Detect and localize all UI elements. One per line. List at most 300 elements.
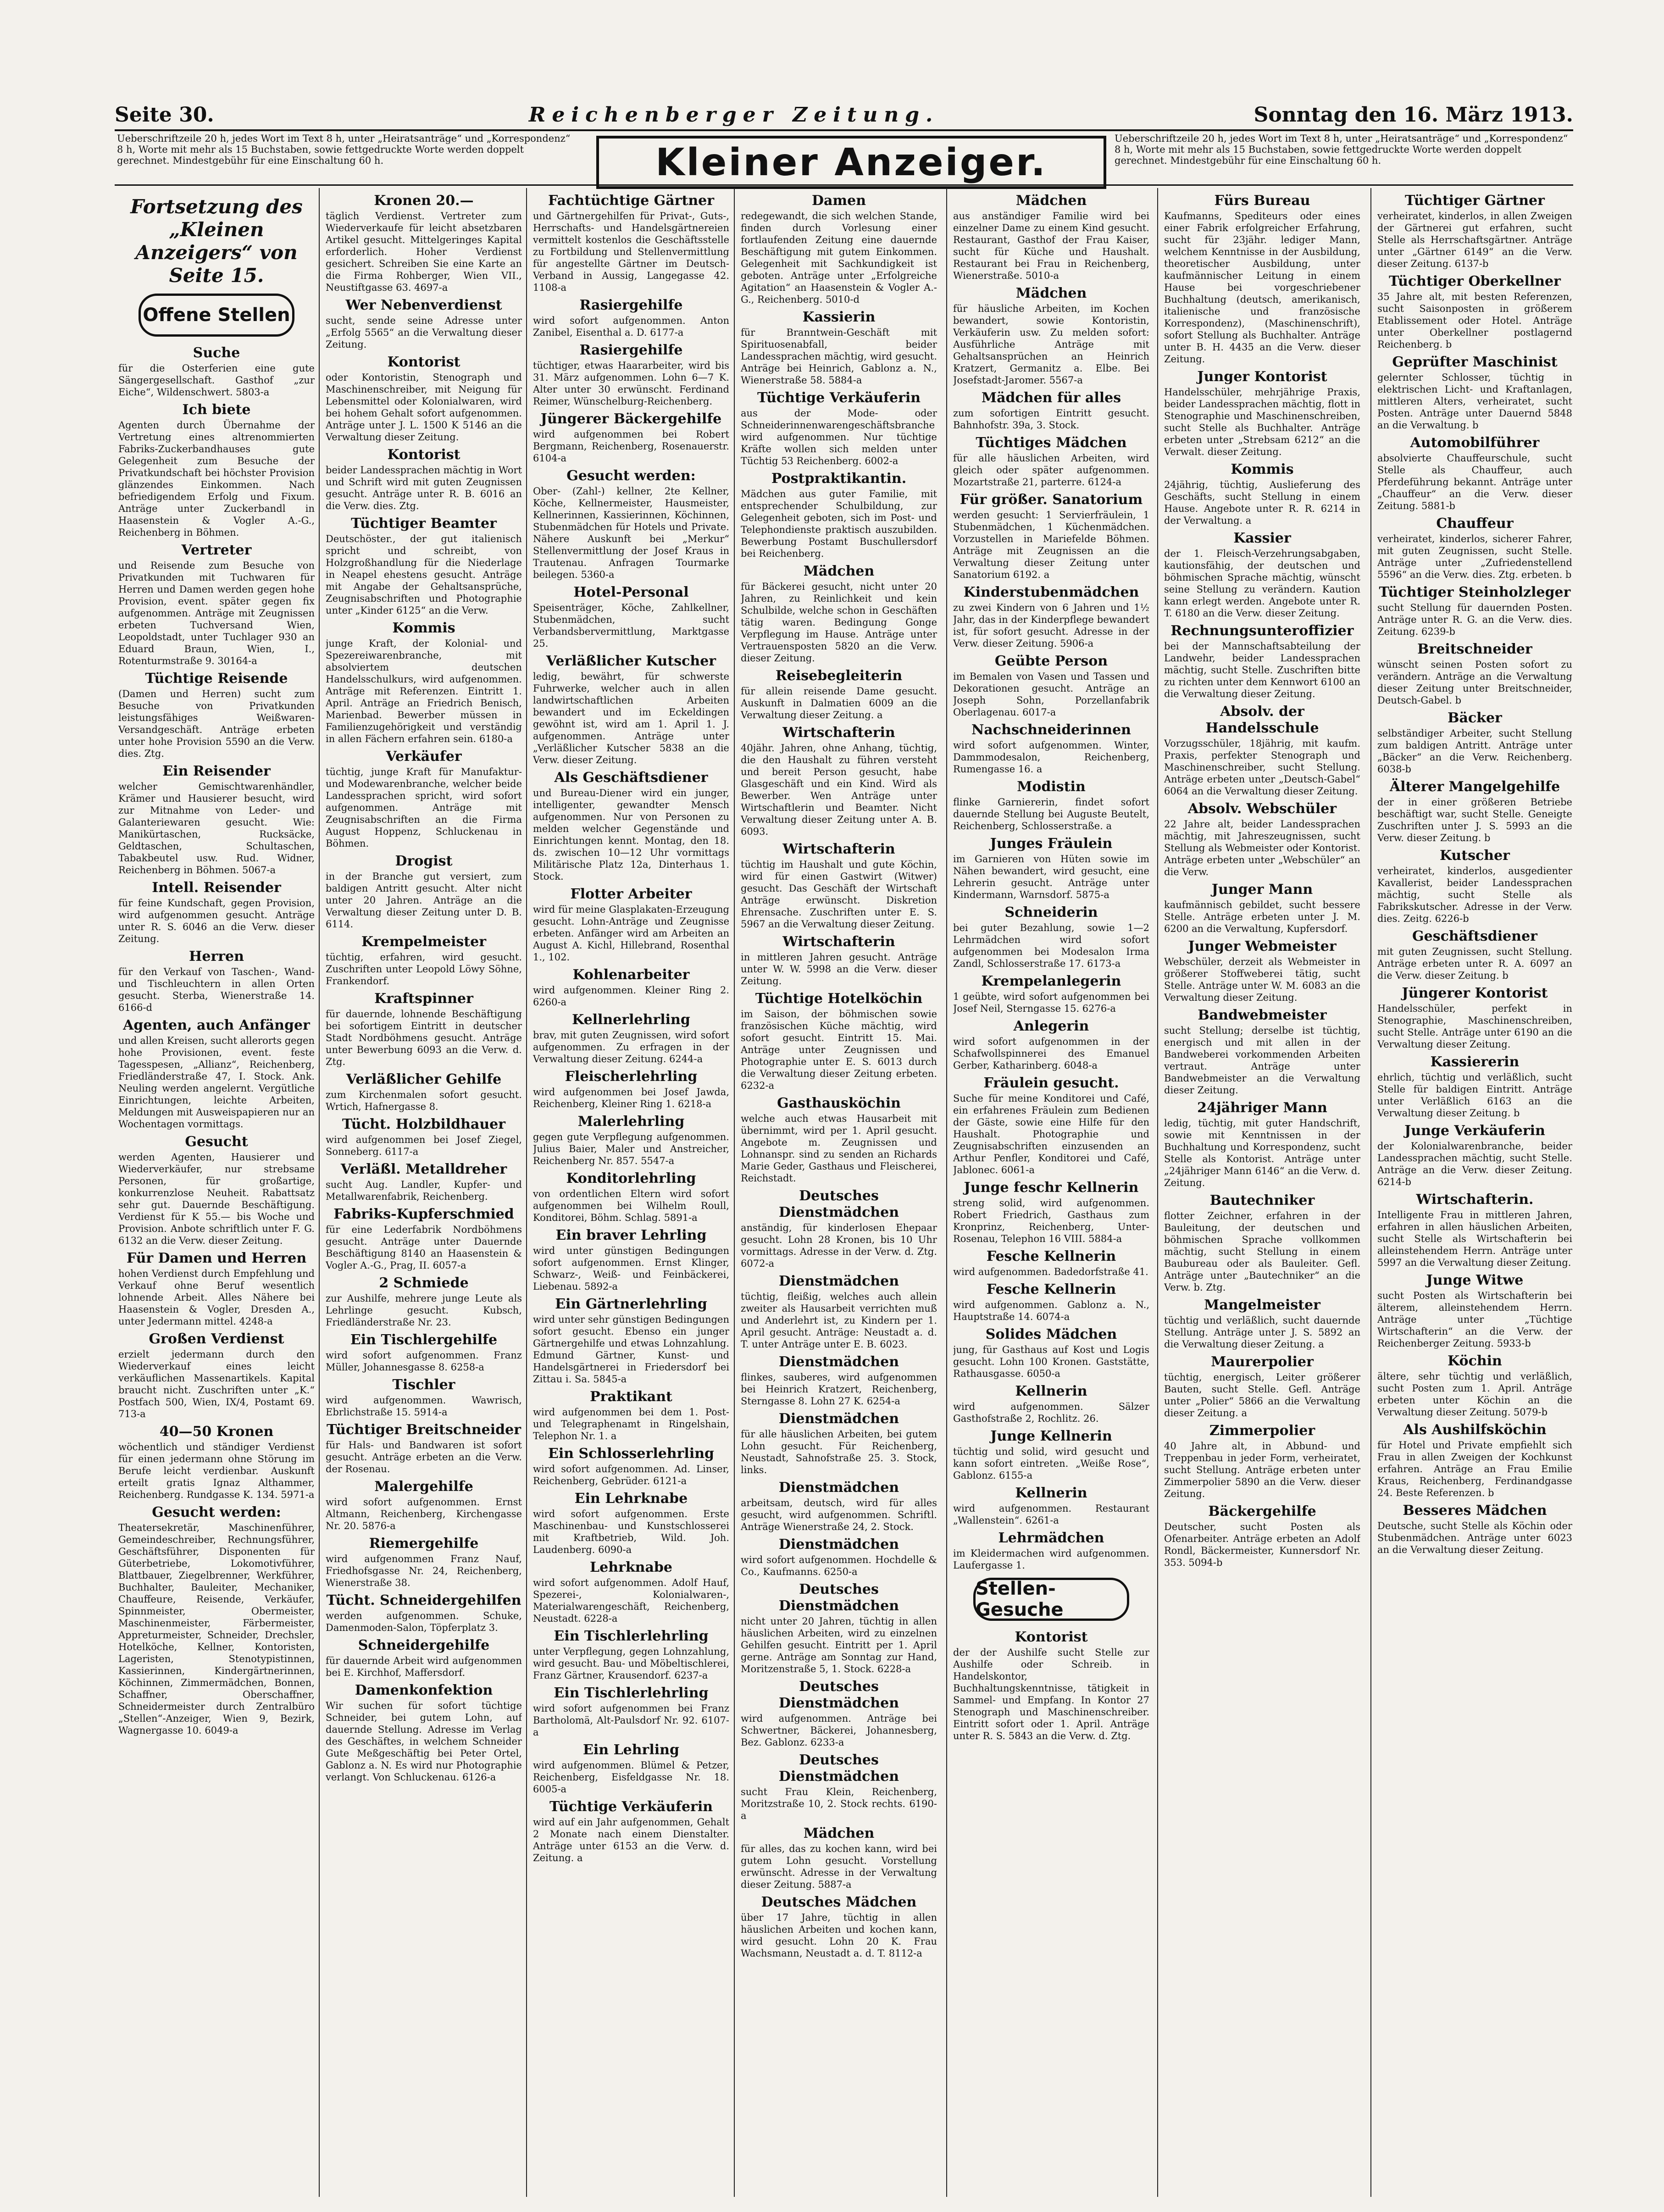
classified-ad: [953, 653, 1149, 718]
ad-heading: Solides Mädchen: [985, 1326, 1117, 1342]
ad-text: tüchtig, fleißig, welches auch allein zweiter als Hausarbeit verrichten muß und Anderlehrt ist, zu Kindern per 1. April gesucht. Anträge: Neustadt a. d. T. unter Anträge unter E. B. 6023.: [741, 1291, 937, 1350]
classified-ad: [953, 1629, 1149, 1742]
ad-heading: Kassiererin: [1430, 1054, 1520, 1070]
classified-ad: [741, 1095, 937, 1184]
ad-heading: Malergehilfe: [374, 1479, 473, 1495]
ad-heading: Dienstmädchen: [778, 1480, 899, 1496]
ad-heading: Junge Witwe: [1426, 1272, 1524, 1288]
ad-heading: Tüchtige Verkäuferin: [757, 390, 921, 406]
ad-text: wird aufgenommen. Kleiner Ring 2. 6260-a: [533, 985, 729, 1008]
ad-heading: Für größer. Sanatorium: [960, 492, 1143, 508]
ad-text: tüchtig und verläßlich, sucht dauernde Stellung. Anträge unter J. S. 5892 an die Verwaltung dieser Zeitung. a: [1164, 1315, 1360, 1350]
column-7: [1377, 191, 1572, 2200]
ad-text: im Bemalen von Vasen und Tassen und Dekorationen gesucht. Anträge an Joseph Sohn, Porzellanfabrik Oberlagenau. 6017-a: [953, 671, 1149, 718]
ad-text: Wir suchen für sofort tüchtige Schneider, bei gutem Lohn, auf dauernde Stellung. Adresse im Verlag des Geschäftes, in welchem Schneider Gute Meßgeschäftig bei Peter Ortel, Gablonz a. N. Es wird nur Photographie verlangt. Von Schluckenau. 6126-a: [326, 1700, 522, 1783]
ad-heading: Deutsches Mädchen: [761, 1894, 917, 1910]
ad-text: wird aufgenommen bei dem 1. Post- und Telegraphenamt in Ringelshain, Telephon Nr. 1. a: [533, 1407, 729, 1441]
ad-text: wird aufgenommen bei Robert Bergmann, Reichenberg, Rosenauerstr. 6104-a: [533, 429, 729, 464]
ad-text: flotter Zeichner, erfahren in der Bauleitung, der deutschen und böhmischen Sprache vollkommen mächtig, sucht Stellung in einem Baubureau oder als Bauleiter. Gefl. Anträge unter „Bautechniker“ an die Verw. b. Ztg.: [1164, 1210, 1360, 1293]
ad-text: Deutschöster., der gut italienisch spricht und schreibt, von Holzgroßhandlung für die Niederlage in Neapel ehestens gesucht. Anträge mit Angabe der Gehaltsansprüche, Zeugnisabschriften und Photographie unter „Kinder 6125“ an die Verw.: [326, 533, 522, 616]
ad-text: streng solid, wird aufgenommen. Robert Friedrich, Gasthaus zum Kronprinz, Reichenberg, Unter-Rosenau, Telephon 16 VIII. 5884-a: [953, 1197, 1149, 1244]
classified-ad: [118, 1504, 315, 1736]
ad-heading: Kinderstubenmädchen: [963, 584, 1139, 600]
ad-heading: Tüchtige Hotelköchin: [755, 991, 923, 1007]
classified-ad: [1164, 623, 1360, 700]
ad-text: junge Kraft, der Kolonial- und Spezereiwarenbranche, mit absolviertem deutschen Handelsschulkurs, wird aufgenommen. Anträge mit Referenzen. Eintritt 1. April. Anträge an Friedrich Benisch, Marienbad. Bewerber müssen in Familienzugehörigkeit und verständig in allen Fächern erfahren sein. 6180-a: [326, 638, 522, 744]
classified-ad: [533, 584, 729, 649]
ad-heading: Mädchen: [1015, 193, 1087, 209]
classified-ad: [118, 671, 315, 760]
ad-heading: Rechnungsunteroffizier: [1170, 623, 1354, 639]
classified-ad: [326, 447, 522, 512]
ad-heading: Jüngerer Kontorist: [1402, 985, 1548, 1001]
ad-text: ledig, bewährt, für schwerste Fuhrwerke, welcher auch in allen landwirtschaftlichen Arbeiten bewandert und im Eckeldingen gewöhnt ist, wird am 1. April 1. J. aufgenommen. Anträge unter „Verläßlicher Kutscher 5838 an die Verw. dieser Zeitung.: [533, 671, 729, 765]
ad-heading: Krempelmeister: [361, 934, 487, 950]
classified-ad: [533, 653, 729, 766]
ad-heading: Als Geschäftsdiener: [554, 770, 708, 786]
classified-ad: [953, 1075, 1149, 1176]
ad-text: tüchtig im Haushalt und gute Köchin, wird für einen Gastwirt (Witwer) gesucht. Das Geschäft der Wirtschaft Anträge erwünscht. Diskretion Ehrensache. Zuschriften unter E. S. 5967 an die Verwaltung dieser Zeitung.: [741, 859, 937, 930]
ad-text: wird aufgenommen. Wawrisch, Ebrlichstraße 15. 5914-a: [326, 1395, 522, 1418]
ad-heading: Deutsches Dienstmädchen: [778, 1581, 899, 1614]
ad-text: aus der Mode- oder Schneiderinnenwarengeschäftsbranche wird aufgenommen. Nur tüchtige Kräfte wollen sich melden unter Tüchtig 53 Reichenberg. 6002-a: [741, 408, 937, 466]
ad-text: wird sofort aufgenommen. Ernst Altmann, Reichenberg, Kirchengasse Nr. 20. 5876-a: [326, 1497, 522, 1531]
classified-ad: [1164, 1503, 1360, 1569]
classified-ad: [1377, 1502, 1572, 1556]
classified-ad: [953, 492, 1149, 581]
ad-heading: Nachschneiderinnen: [971, 722, 1131, 738]
ad-text: tüchtig und solid, wird gesucht und kann sofort eintreten. „Weiße Rose“, Gablonz. 6155-a: [953, 1446, 1149, 1481]
classified-ad: [326, 1206, 522, 1271]
ad-heading: Dienstmädchen: [778, 1354, 899, 1370]
ad-heading: Damen: [811, 193, 866, 209]
ad-heading: Anlegerin: [1013, 1018, 1089, 1034]
classified-ad: [326, 991, 522, 1068]
ad-heading: Kontorist: [1015, 1629, 1088, 1645]
classified-ad: [118, 880, 315, 945]
stellen-gesuche-heading: Stellen-Gesuche: [973, 1578, 1129, 1621]
ad-heading: Dienstmädchen: [778, 1273, 899, 1289]
ad-heading: Fabriks-Kupferschmied: [333, 1206, 514, 1222]
classified-ad: [1377, 710, 1572, 775]
classified-ad: [326, 1637, 522, 1679]
ad-text: wird sofort aufgenommen. Hochdelle & Co., Kaufmanns. 6250-a: [741, 1554, 937, 1577]
ad-heading: Kutscher: [1440, 848, 1510, 864]
ad-text: jung, für Gasthaus auf Kost und Logis gesucht. Lohn 100 Kronen. Gaststätte, Rathausgasse. 6050-a: [953, 1344, 1149, 1379]
ad-text: wird sofort aufgenommen. Adolf Hauf, Spezerei-, Kolonialwaren-, Materialwarengeschäft, Reichenberg, Neustadt. 6228-a: [533, 1577, 729, 1624]
ad-text: werden aufgenommen. Schuke, Damenmoden-Salon, Töpferplatz 3.: [326, 1610, 522, 1633]
ad-text: im Saison, der böhmischen sowie französischen Küche mächtig, wird sofort gesucht. Eintritt 15. Mai. Anträge unter Zeugnissen und Photographie unter E. S. 6013 durch die Verwaltung dieser Zeitung erbeten. 6232-a: [741, 1009, 937, 1091]
classified-ad: [118, 402, 315, 538]
ad-heading: Ein Lehrknabe: [574, 1491, 688, 1507]
classified-ad: [1164, 1192, 1360, 1293]
ad-heading: Tüchtiger Oberkellner: [1389, 273, 1561, 289]
ad-heading: Köchin: [1448, 1353, 1502, 1369]
classified-ad: [741, 991, 937, 1092]
classified-ad: [118, 1017, 315, 1130]
ad-heading: Tüchtiger Steinholzleger: [1379, 584, 1571, 600]
ad-heading: Tüchtiger Beamter: [351, 516, 497, 532]
ad-heading: Damenkonfektion: [355, 1682, 493, 1698]
ad-text: wird sofort aufgenommen bei Franz Bartholomä, Alt-Paulsdorf Nr. 92. 6107-a: [533, 1703, 729, 1738]
classified-ad: [741, 1273, 937, 1350]
ad-heading: Agenten, auch Anfänger: [123, 1017, 310, 1033]
classified-ad: [1377, 985, 1572, 1050]
ad-text: für Hals- und Bandwaren ist sofort gesucht. Anträge erbeten an die Verw. der Rosenau.: [326, 1440, 522, 1475]
ad-text: gegen gute Verpflegung aufgenommen. Julius Baier, Maler und Anstreicher, Reichenberg Nr. 857. 5547-a: [533, 1131, 729, 1166]
classified-ad: [953, 1018, 1149, 1071]
ad-text: über 17 Jahre, tüchtig in allen häuslichen Arbeiten und kochen kann, wird gesucht. Lohn 20 K. Frau Wachsmann, Neustadt a. d. T. 8112-a: [741, 1912, 937, 1959]
ad-heading: Gesucht werden:: [566, 468, 696, 484]
ad-text: und Gärtnergehilfen für Privat-, Guts-, Herrschafts- und Handelsgärtnereien vermittelt kostenlos die Geschäftsstelle zu Fortbildung und Stellenvermittlung für angestellte Gärtner im Deutsch-Verband in Aussig, Langegasse 42. 1108-a: [533, 211, 729, 293]
classified-ad: [1377, 516, 1572, 581]
ad-text: für dauernde Arbeit wird aufgenommen bei E. Kirchhof, Maffersdorf.: [326, 1655, 522, 1678]
classified-ad: [326, 1682, 522, 1783]
ad-text: und allen Kreisen, sucht allerorts gegen hohe Provisionen, event. feste Tagesspesen, „Allianz“, Reichenberg, Friedländerstraße 47, I. Stock. Ank. Neuling werden angelernt. Vergütliche Einrichtungen, leichte Arbeiten, Meldungen mit Ausweispapieren nur an Wochentagen vormittags.: [118, 1035, 315, 1130]
ad-heading: Mädchen für alles: [981, 390, 1121, 406]
classified-ad: [1164, 1297, 1360, 1350]
ad-heading: Ein Lehrling: [583, 1742, 679, 1758]
ad-heading: Ich biete: [182, 402, 251, 418]
classified-ad: [1377, 1123, 1572, 1188]
classified-ad: [533, 967, 729, 1008]
ad-text: brav, mit guten Zeugnissen, wird sofort aufgenommen. Zu erfragen in der Verwaltung dieser Zeitung. 6244-a: [533, 1030, 729, 1064]
classified-ad: [1377, 779, 1572, 844]
ad-heading: Ein Tischlergehilfe: [350, 1332, 498, 1348]
classified-ad: [1377, 435, 1572, 512]
classified-ad: [326, 1071, 522, 1113]
ad-text: wird aufgenommen bei Josef Ziegel, Sonneberg. 6117-a: [326, 1134, 522, 1157]
column-divider: [1370, 188, 1371, 2197]
classified-ad: [118, 763, 315, 876]
classified-ad: [533, 1012, 729, 1065]
ad-heading: Dienstmädchen: [778, 1536, 899, 1552]
classified-ad: [953, 1428, 1149, 1481]
ad-text: zu zwei Kindern von 6 Jahren und 1½ Jahr, das in der Kinderpflege bewandert ist, für sofort gesucht. Adresse in der Verw. dieser Zeitung. 5906-a: [953, 602, 1149, 649]
ad-text: wird aufgenommen. Anträge bei Schwertner, Bäckerei, Johannesberg, Bez. Gablonz. 6233-a: [741, 1713, 937, 1748]
classified-ad: [1164, 530, 1360, 619]
classified-ad: [741, 1536, 937, 1578]
ad-heading: Fachtüchtige Gärtner: [548, 193, 715, 209]
ad-heading: Absolv. Webschüler: [1187, 801, 1337, 817]
ad-heading: Breitschneider: [1417, 641, 1532, 657]
classified-ad: [326, 620, 522, 745]
ad-text: wird sofort aufgenommen. Anton Zanibel, Eisenthal a. D. 6177-a: [533, 315, 729, 338]
classified-ad: [533, 1170, 729, 1224]
ad-heading: Ein Schlosserlehrling: [548, 1446, 715, 1462]
classified-ad: [1164, 801, 1360, 878]
classified-ad: [953, 1383, 1149, 1425]
ad-heading: Kontorist: [387, 354, 460, 370]
ad-text: für Hotel und Private empfiehlt sich Frau in allen Zweigen der Kochkunst erfahren. Anträge an Frau Emilie Kraus, Reichenberg, Ferdinandgasse 24. Beste Referenzen. b: [1377, 1440, 1572, 1498]
ad-text: selbständiger Arbeiter, sucht Stellung zum baldigen Antritt. Anträge unter „Bäcker“ an die Verw. Reichenberg. 6038-b: [1377, 728, 1572, 775]
ad-text: 24jährig, tüchtig, Auslieferung des Geschäfts, sucht Stellung in einem Hause. Angebote unter R. R. 6214 in der Verwaltung. a: [1164, 479, 1360, 526]
ad-text: sucht Aug. Landler, Kupfer- und Metallwarenfabrik, Reichenberg.: [326, 1179, 522, 1202]
classified-ad: [953, 973, 1149, 1015]
page-number: Seite 30.: [115, 103, 214, 127]
classified-ad: [741, 1188, 937, 1270]
ad-text: wünscht seinen Posten sofort zu verändern. Anträge an die Verwaltung dieser Zeitung unter Breitschneider, Deutsch-Gabel. b: [1377, 659, 1572, 706]
ad-text: wird sofort aufgenommen. Ad. Linser, Reichenberg, Gebrüder. 6121-a: [533, 1464, 729, 1486]
ad-text: wird auf ein Jahr aufgenommen, Gehalt 2 Monate nach einem Dienstalter. Anträge unter 6153 an die Verw. d. Zeitung. a: [533, 1817, 729, 1863]
ad-text: ledig, tüchtig, mit guter Handschrift, sowie mit Kenntnissen in der Buchhaltung und Korrespondenz, sucht Stelle als Kontorist. Anträge unter „24jähriger Mann 6146“ an die Verw. d. Zeitung.: [1164, 1118, 1360, 1188]
classified-ad: [118, 1250, 315, 1327]
ad-heading: Tüchtiger Gärtner: [1405, 193, 1545, 209]
ad-heading: Großen Verdienst: [149, 1331, 284, 1347]
ad-heading: Wirtschafterin: [782, 934, 895, 950]
ad-heading: Ein Tischlerlehrling: [554, 1628, 709, 1644]
issue-date: Sonntag den 16. März 1913.: [1254, 103, 1573, 127]
ad-text: bei guter Bezahlung, sowie 1—2 Lehrmädchen wird sofort aufgenommen bei Modesalon Irma Zandl, Schlosserstraße 17. 6173-a: [953, 922, 1149, 969]
ad-heading: Chauffeur: [1436, 516, 1514, 532]
ad-heading: Postpraktikantin.: [771, 471, 907, 487]
ad-text: Suche für meine Konditorei und Café, ein erfahrenes Fräulein zum Bedienen der Gäste, sowie eine Hilfe für den Haushalt. Photographie und Zeugnisabschriften einzusenden an Arthur Penfler, Konditorei und Café, Jablonec. 6061-a: [953, 1093, 1149, 1175]
ad-text: anständig, für kinderlosen Ehepaar gesucht. Lohn 28 Kronen, bis 10 Uhr vormittags. Adresse in der Verw. d. Ztg. 6072-a: [741, 1222, 937, 1269]
ad-heading: Reisebegleiterin: [775, 668, 903, 684]
classified-ad: [953, 1248, 1149, 1278]
classified-ad: [741, 563, 937, 664]
ad-text: Webschüler, derzeit als Webmeister in größerer Stoffweberei tätig, sucht Stelle. Anträge unter W. M. 6083 an die Verwaltung dieser Zeitung.: [1164, 956, 1360, 1003]
ad-text: Handelsschüler, perfekt in Stenographie, Maschinenschreiben, sucht Stelle. Anträge unter 6190 an die Verwaltung dieser Zeitung.: [1377, 1003, 1572, 1050]
ad-text: für alle häuslichen Arbeiten, bei gutem Lohn gesucht. Für Reichenberg, Neustadt, Sahnofstraße 25. 3. Stock, links.: [741, 1429, 937, 1475]
classified-ad: [953, 435, 1149, 488]
ad-text: tüchtig, energisch, Leiter größerer Bauten, sucht Stelle. Gefl. Anträge unter „Polier“ 5866 an die Verwaltung dieser Zeitung. a: [1164, 1372, 1360, 1419]
ad-text: wird sofort aufgenommen. Winter, Dammmodesalon, Reichenberg, Rumengasse 16. a: [953, 740, 1149, 775]
ad-heading: Ein Tischlerlehrling: [554, 1685, 709, 1701]
ad-text: arbeitsam, deutsch, wird für alles gesucht, wird aufgenommen. Schriftl. Anträge Wienerstraße 24, 2. Stock.: [741, 1497, 937, 1532]
ad-text: Ober- (Zahl-) kellner, 2te Kellner, Köche, Kellnermeister, Hausmeister, Kellnerinnen, Kassierinnen, Köchinnen, Stubenmädchen für Hotels und Private. Nähere Auskunft bei „Merkur“ Stellenvermittlung der Josef Kraus in Trautenau. Anfragen Tourmarke beilegen. 5360-a: [533, 486, 729, 580]
column-divider: [526, 188, 527, 2197]
ad-text: zum sofortigen Eintritt gesucht. Bahnhofstr. 39a, 3. Stock.: [953, 408, 1149, 431]
ad-text: und Bureau-Diener wird ein junger, intelligenter, gewandter Mensch aufgenommen. Nur von Personen zu melden welcher Gegenstände und Einrichtungen kennt. Montag, den 18. ds. zwischen 10—12 Uhr vormittags Militärische Platz 12a, Dinterhaus 1. Stock.: [533, 787, 729, 882]
ad-text: Handelsschüler, mehrjährige Praxis, beider Landessprachen mächtig, flott in Stenographie und Maschinenschreiben, sucht Stelle als Buchhalter. Anträge erbeten unter „Strebsam 6212“ an die Verwalt. dieser Zeitung.: [1164, 387, 1360, 457]
classified-ad: [741, 934, 937, 987]
ad-text: redegewandt, die sich welchen Stande, finden durch Vorlesung einer fortlaufenden Zeitung eine dauernde Beschäftigung mit gutem Einkommen. Gelegenheit mit Sachkundigkeit ist geboten. Anträge unter „Erfolgreiche Agitation“ an Haasenstein & Vogler A.-G., Reichenberg. 5010-d: [741, 211, 937, 305]
classified-ad: [741, 1894, 937, 1959]
ad-text: welche auch etwas Hausarbeit mit übernimmt, wird per 1. April gesucht. Angebote m. Zeugnissen und Lohnanspr. sind zu senden an Richards Marie Geder, Gasthaus und Fleischerei, Reichstadt.: [741, 1113, 937, 1184]
classified-ad: [741, 725, 937, 837]
classified-ad: [1164, 938, 1360, 1003]
classified-ad: [953, 193, 1149, 282]
classified-ad: [741, 193, 937, 305]
classified-ad: [953, 285, 1149, 386]
column-3: [533, 191, 729, 2200]
classified-ad: [533, 1742, 729, 1795]
ad-text: für dauernde, lohnende Beschäftigung bei sofortigem Eintritt in deutscher Stadt Nordböhmens gesucht. Anträge unter Bewerbung 6093 an die Verw. d. Ztg.: [326, 1009, 522, 1067]
classified-ad: [533, 1628, 729, 1681]
ad-text: sucht Frau Klein, Reichenberg, Moritzstraße 10, 2. Stock rechts. 6190-a: [741, 1786, 937, 1821]
ad-text: wird aufgenommen bei Josef Jawda, Reichenberg, Kleiner Ring 1. 6218-a: [533, 1087, 729, 1109]
ad-text: für den Verkauf von Taschen-, Wand- und Tischleuchtern in allen Orten gesucht. Sterba, Wienerstraße 14. 6166-d: [118, 966, 315, 1013]
ad-text: 40jähr. Jahren, ohne Anhang, tüchtig, die den Haushalt zu führen versteht und bereit Person gesucht, habe Glasgeschäft und ein Kind. Wird als Bewerber. Wen Anträge unter Wirtschaftlerin und Beamter. Nicht Verwaltung dieser Zeitung unter A. B. 6093.: [741, 743, 937, 837]
ad-heading: Junge Kellnerin: [990, 1428, 1112, 1444]
ad-text: sucht Posten als Wirtschafterin bei älterem, alleinstehendem Herrn. Anträge unter „Tüchtige Wirtschafterin“ an die Verw. der Reichenberger Zeitung. 5933-b: [1377, 1290, 1572, 1349]
ad-text: und Reisende zum Besuche von Privatkunden mit Tuchwaren für Herren und Damen werden gegen hohe Provision, event. später gegen fix aufgenommen. Anträge mit Zeugnissen erbeten Tuchversand Wien, Leopoldstadt, unter Tuchlager 930 an Eduard Braun, Wien, I., Rotenturmstraße 9. 30164-a: [118, 560, 315, 666]
ad-heading: Kassier: [1233, 530, 1291, 546]
ad-heading: Wer Nebenverdienst: [345, 297, 502, 313]
ad-heading: Verläßl. Metalldreher: [340, 1161, 507, 1177]
ad-heading: Deutsches Dienstmädchen: [778, 1679, 899, 1711]
ad-text: Theatersekretär, Maschinenführer, Gemeindeschreiber, Rechnungsführer, Geschäftsführer, Disponenten für Güterbetriebe, Lokomotivführer, Blattbauer, Ziegelbrenner, Werkführer, Buchhalter, Bauleiter, Mechaniker, Chauffeure, Reisende, Verkäufer, Spinnmeister, Obermeister, Maschinenmeister, Färbermeister, Appreturmeister, Schneider, Drechsler, Hotelköche, Kellner, Kontoristen, Lageristen, Stenotypistinnen, Kassierinnen, Kindergärtnerinnen, Köchinnen, Zimmermädchen, Bonnen, Schaffner, Oberschaffner, Schneidermeister durch Zentralbüro „Stellen“-Anzeiger, Wien 9, Bezirk, Wagnergasse 10. 6049-a: [118, 1522, 315, 1736]
ad-heading: Kraftspinner: [374, 991, 473, 1007]
ad-heading: Verläßlicher Kutscher: [546, 653, 716, 669]
ad-text: flinke Garniererin, findet sofort dauernde Stellung bei Auguste Beutelt, Reichenberg, Schlosserstraße. a: [953, 797, 1149, 832]
classified-ad: [533, 770, 729, 882]
classified-ad: [533, 1227, 729, 1292]
ad-heading: Lehrmädchen: [998, 1530, 1104, 1546]
classified-ad: [741, 1679, 937, 1748]
classified-ad: [118, 1331, 315, 1420]
ad-text: in der Branche gut versiert, zum baldigen Antritt gesucht. Alter nicht unter 20 Jahren. Anträge an die Verwaltung dieser Zeitung unter D. B. 6114.: [326, 871, 522, 930]
ad-heading: Dienstmädchen: [778, 1411, 899, 1427]
classified-ad: [533, 411, 729, 464]
classified-ad: [326, 1377, 522, 1418]
ad-heading: Gesucht werden:: [152, 1504, 281, 1520]
classified-ad: [953, 904, 1149, 970]
ad-heading: Bandwebmeister: [1198, 1007, 1327, 1023]
ad-heading: Rasiergehilfe: [579, 342, 683, 358]
classified-ad: [326, 1536, 522, 1589]
ad-heading: Bautechniker: [1209, 1192, 1315, 1209]
ad-text: täglich Verdienst. Vertreter zum Wiederverkaufe für leicht absetzbaren Artikel gesucht. Mittelgeringes Kapital erforderlich. Hoher Verdienst gesichert. Schreiben Sie eine Karte an die Firma Rohberger, Wien VII., Neustiftgasse 63. 4697-a: [326, 211, 522, 293]
ad-heading: Geprüfter Maschinist: [1392, 354, 1558, 370]
ad-text: wird sofort aufgenommen. Franz Müller, Johannesgasse 8. 6258-a: [326, 1350, 522, 1373]
classified-ad: [533, 297, 729, 338]
ad-heading: Suche: [193, 345, 240, 361]
ad-heading: Zimmerpolier: [1209, 1423, 1315, 1439]
ad-text: für allein reisende Dame gesucht. Auskunft in Dalmatien 6009 an die Verwaltung dieser Zeitung. a: [741, 686, 937, 721]
ad-heading: Praktikant: [590, 1389, 672, 1405]
classified-ad: [533, 342, 729, 407]
ad-text: der 1. Fleisch-Verzehrungsabgaben, kautionsfähig, der deutschen und böhmischen Sprache mächtig, wünscht seine Stellung zu verändern. Kaution kann erlegt werden. Angebote unter R. T. 6180 an die Verw. dieser Zeitung.: [1164, 548, 1360, 619]
classified-ad: [326, 853, 522, 930]
ad-text: für alles, das zu kochen kann, wird bei gutem Lohn gesucht. Vorstellung erwünscht. Adresse in der Verwaltung dieser Zeitung. 5887-a: [741, 1843, 937, 1890]
classified-ad: [533, 1491, 729, 1556]
ad-heading: Ein Reisender: [162, 763, 271, 779]
ad-heading: Mädchen: [803, 563, 875, 579]
classified-ad: [533, 1685, 729, 1738]
ad-heading: Kommis: [1231, 461, 1294, 477]
ad-heading: Ein Gärtnerlehrling: [555, 1296, 707, 1312]
ad-text: ehrlich, tüchtig und verläßlich, sucht Stelle für baldigen Eintritt. Anträge unter Verläßlich 6163 an die Verwaltung dieser Zeitung. b: [1377, 1072, 1572, 1119]
classified-ad: [741, 390, 937, 467]
ad-text: im Kleidermachen wird aufgenommen. Laufergasse 1.: [953, 1548, 1149, 1571]
ad-heading: Riemergehilfe: [369, 1536, 479, 1552]
ad-heading: Kellnerin: [1015, 1383, 1087, 1399]
continuation-heading: Fortsetzung des „Kleinen Anzeigers“ von Seite 15.: [130, 195, 303, 287]
ad-text: Mädchen aus guter Familie, mit entsprechender Schulbildung, zur Gelegenheit geboten, sich im Post- und Telephondienste praktisch auszubilden. Bewerbung Postamt Buschullersdorf bei Reichenberg.: [741, 488, 937, 559]
ad-text: verheiratet, kinderlos, in allen Zweigen der Gärtnerei gut erfahren, sucht Stelle als Herrschaftsgärtner. Anträge unter „Gärtner 6149“ an die Verw. dieser Zeitung. 6137-b: [1377, 211, 1572, 269]
ad-heading: 40—50 Kronen: [159, 1424, 274, 1440]
classified-ad: [118, 948, 315, 1014]
ad-heading: Tüchtiges Mädchen: [976, 435, 1127, 451]
ad-heading: Deutsches Dienstmädchen: [778, 1752, 899, 1785]
classified-ad: [533, 1296, 729, 1385]
ad-text: für feine Kundschaft, gegen Provision, wird aufgenommen gesucht. Anträge unter R. S. 6046 an die Verw. dieser Zeitung.: [118, 898, 315, 944]
classified-ad: [326, 1275, 522, 1328]
classified-ad: [326, 354, 522, 443]
masthead: Reichenberger Zeitung.: [528, 103, 939, 127]
rate-notice-left: Ueberschriftzeile 20 h, jedes Wort im Text 8 h, unter „Heiratsanträge“ und „Korrespondenz“ 8 h, Worte mit mehr als 15 Buchstaben, sowie fettgedruckte Worte werden doppelt gerechnet. Mindestgebühr für eine Einschaltung 60 h.: [117, 133, 571, 166]
classified-ad: [1164, 1007, 1360, 1096]
ad-text: mit guten Zeugnissen, sucht Stellung. Anträge erbeten unter R. A. 6097 an die Verw. dieser Zeitung. b: [1377, 946, 1572, 981]
classified-ad: [953, 1180, 1149, 1245]
ad-heading: Bäcker: [1448, 710, 1502, 726]
ad-heading: Tüchtiger Breitschneider: [326, 1422, 521, 1438]
column-divider: [946, 188, 947, 2197]
classified-ad: [533, 1069, 729, 1110]
ad-text: für häusliche Arbeiten, im Kochen bewandert, sowie Kontoristin, Verkäuferin usw. Zu melden sofort: Ausführliche Anträge mit Gehaltsansprüchen an Heinrich Kratzert, Germanitz a. Elbe. Bei Josefstadt-Jaromer. 5567-a: [953, 303, 1149, 386]
ad-heading: Mädchen: [1015, 285, 1087, 301]
column-2: [326, 191, 522, 2200]
classified-ad: [533, 1446, 729, 1487]
classified-ad: [326, 1592, 522, 1634]
ad-heading: Fleischerlehrling: [565, 1069, 698, 1085]
classified-ad: [953, 584, 1149, 649]
classified-ad: [118, 1134, 315, 1247]
ad-heading: Junge Verkäuferin: [1404, 1123, 1545, 1139]
ad-text: für eine Lederfabrik Nordböhmens gesucht. Anträge unter Dauernde Beschäftigung 8140 an Haasenstein & Vogler A.-G., Prag, II. 6057-a: [326, 1224, 522, 1271]
ad-text: im Garnieren von Hüten sowie im Nähen bewandert, wird gesucht, eine Lehrerin gesucht. Anträge unter Kindermann, Warnsdorf. 5875-a: [953, 854, 1149, 900]
ad-heading: Kellnerlehrling: [572, 1012, 690, 1028]
classified-ad: [953, 1281, 1149, 1323]
ad-text: wird aufgenommen. Blümel & Petzer, Reichenberg, Eisfeldgasse Nr. 18. 6005-a: [533, 1760, 729, 1795]
ad-text: wird aufgenommen. Gablonz a. N., Hauptstraße 14. 6074-a: [953, 1299, 1149, 1322]
classified-ad: [326, 516, 522, 616]
classified-ad: [533, 886, 729, 963]
ad-heading: Fräulein gesucht.: [983, 1075, 1119, 1091]
classified-ad: [741, 1354, 937, 1407]
ad-heading: Kellnerin: [1015, 1485, 1087, 1501]
column-divider: [734, 188, 735, 2197]
ad-text: 1 geübte, wird sofort aufgenommen bei Josef Neil, Sterngasse 15. 6276-a: [953, 991, 1149, 1014]
ad-text: zur Aushilfe, mehrere junge Leute als Lehrlinge gesucht. Kubsch, Friedländerstraße Nr. 23.: [326, 1293, 522, 1328]
ad-heading: Wirtschafterin: [782, 725, 895, 741]
ad-heading: Fesche Kellnerin: [986, 1281, 1116, 1297]
ad-heading: Verläßlicher Gehilfe: [346, 1071, 502, 1087]
ad-text: wird aufgenommen Franz Nauf, Friedhofsgasse Nr. 24, Reichenberg, Wienerstraße 38.: [326, 1553, 522, 1588]
ad-text: der in einer größeren Betriebe beschäftigt war, sucht Stelle. Geneigte Zuschriften unter J. S. 5993 an die Verw. dieser Zeitung. b: [1377, 797, 1572, 843]
ad-heading: Fesche Kellnerin: [986, 1248, 1116, 1264]
ad-text: wird für meine Glasplakaten-Erzeugung gesucht. Lohn-Anträge und Zeugnisse erbeten. Anfänger wird am Arbeiten an August A. Kichl, Hillebrand, Rosenthal 1., 102.: [533, 904, 729, 963]
ad-text: Intelligente Frau in mittleren Jahren, erfahren in allen häuslichen Arbeiten, sucht Stelle als Wirtschafterin bei alleinstehendem Herrn. Anträge unter 5997 an die Verwaltung dieser Zeitung.: [1377, 1209, 1572, 1268]
rate-notice-right: Ueberschriftzeile 20 h, jedes Wort im Text 8 h, unter „Heiratsanträge“ und „Korrespondenz“ 8 h, Worte mit mehr als 15 Buchstaben, sowie fettgedruckte Worte werden doppelt gerechnet. Mindestgebühr für eine Einschaltung 60 h.: [1115, 133, 1568, 166]
ad-text: tüchtiger, etwas Haararbeiter, wird bis 31. März aufgenommen. Lohn 6—7 K. Alter unter 30 erwünscht. Ferdinand Reimer, Wünschelburg-Reichenberg.: [533, 360, 729, 407]
classified-ad: [1377, 1272, 1572, 1349]
ad-heading: Mangelmeister: [1204, 1297, 1320, 1313]
ad-heading: Kontorist: [387, 447, 460, 463]
ad-heading: Tüchtige Reisende: [145, 671, 288, 687]
ad-heading: Maurerpolier: [1211, 1354, 1314, 1370]
classified-ad: [533, 1114, 729, 1167]
column-divider: [1157, 188, 1158, 2197]
ad-heading: Absolv. der Handelsschule: [1205, 704, 1319, 736]
classified-ad: [1164, 1100, 1360, 1189]
ad-heading: Älterer Mangelgehilfe: [1389, 779, 1560, 795]
header-rule: [115, 129, 1573, 131]
ad-heading: Automobilführer: [1410, 435, 1540, 451]
ad-heading: Herren: [189, 948, 244, 965]
page-header: [115, 99, 1573, 131]
ad-text: oder Kontoristin, Stenograph und Maschinenschreiber, mit Neigung für Lebensmittel oder Kolonialwaren, wird bei hohem Gehalt sofort aufgenommen. Anträge unter J. L. 1500 K 5146 an die Verwaltung dieser Zeitung.: [326, 372, 522, 443]
classified-ad: [1377, 354, 1572, 431]
classified-ad: [1377, 1353, 1572, 1418]
classified-ad: [953, 779, 1149, 832]
ad-heading: Gesucht: [185, 1134, 248, 1150]
ad-text: für alle häuslichen Arbeiten, wird gleich oder später aufgenommen. Mozartstraße 21, parterre. 6124-a: [953, 453, 1149, 488]
ad-heading: Tischler: [392, 1377, 455, 1393]
classified-ad: [953, 722, 1149, 775]
